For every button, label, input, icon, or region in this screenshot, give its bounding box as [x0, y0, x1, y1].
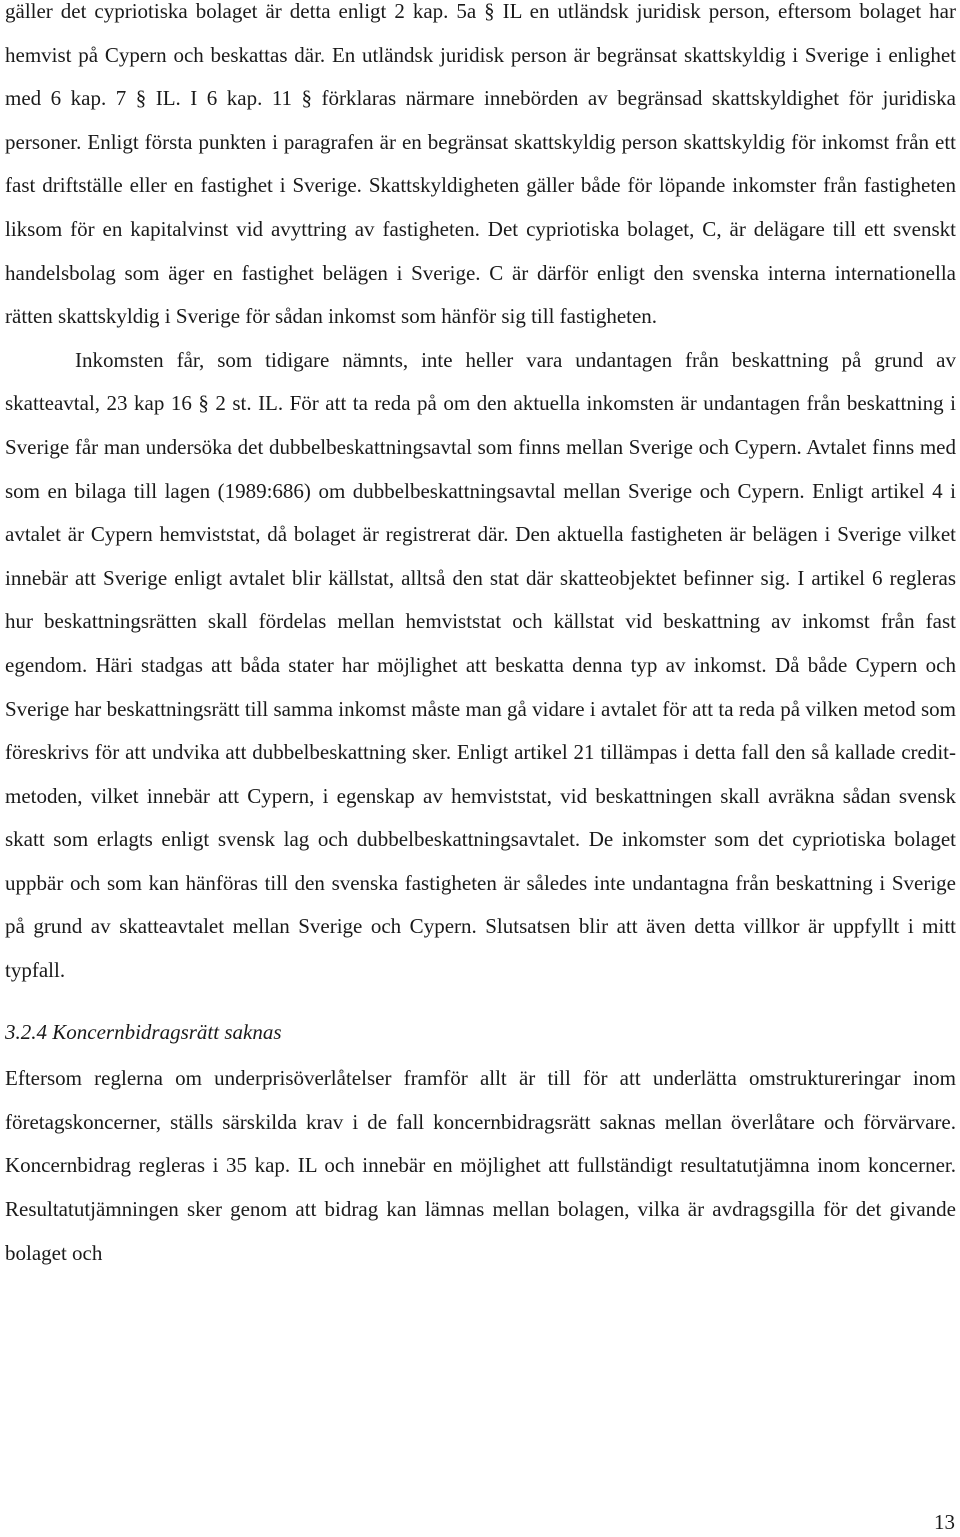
body-paragraph-2: Inkomsten får, som tidigare nämnts, inte heller vara undantagen från beskattning på grund av skatteavtal, 23 kap 16 § 2 st. IL. För att ta reda på om den aktuella inkomsten är undantagen från beskattning i Sverige får man undersöka det dubbelbeskattningsavtal som finns mellan Sverige och Cypern. Avtalet finns med som en bilaga till lagen (1989:686) om dubbelbeskattningsavtal mellan Sverige och Cypern. Enligt artikel 4 i avtalet är Cypern hemviststat, då bolaget är registrerat där. Den aktuella fastigheten är belägen i Sverige vilket innebär att Sverige enligt avtalet blir källstat, alltså den stat där skatteobjektet befinner sig. I artikel 6 regleras hur beskattningsrätten skall fördelas mellan hemviststat och källstat vid beskattning av inkomst från fast egendom. Häri stadgas att båda stater har möjlighet att beskatta denna typ av inkomst. Då både Cypern och Sverige har beskattningsrätt till samma inkomst måste man gå vidare i avtalet för att ta reda på vilken metod som föreskrivs för att undvika att dubbelbeskattning sker. Enligt artikel 21 tillämpas i detta fall den så kallade credit-metoden, vilket innebär att Cypern, i egenskap av hemviststat, vid beskattningen skall avräkna sådan svensk skatt som erlagts enligt svensk lag och dubbelbeskattningsavtalet. De inkomster som det cypriotiska bolaget uppbär och som kan hänföras till den svenska fastigheten är således inte undantagna från beskattning i Sverige på grund av skatteavtalet mellan Sverige och Cypern. Slutsatsen blir att även detta villkor är uppfyllt i mitt typfall.	[5, 347, 956, 983]
page-number: 13	[934, 1510, 955, 1534]
document-page	[5, 0, 956, 1275]
body-paragraph-1: gäller det cypriotiska bolaget är detta enligt 2 kap. 5a § IL en utländsk juridisk person, eftersom bolaget har hemvist på Cypern och beskattas där. En utländsk juridisk person är begränsat skattskyldig i Sverige i enlighet med 6 kap. 7 § IL. I 6 kap. 11 § förklaras närmare innebörden av begränsad skattskyldighet för juridiska personer. Enligt första punkten i paragrafen är en begränsat skattskyldig person skattskyldig för inkomst från ett fast driftställe eller en fastighet i Sverige. Skattskyldigheten gäller både för löpande inkomster från fastigheten liksom för en kapitalvinst vid avyttring av fastigheten. Det cypriotiska bolaget, C, är delägare till ett svenskt handelsbolag som äger en fastighet belägen i Sverige. C är därför enligt den svenska interna internationella rätten skattskyldig i Sverige för sådan inkomst som hänför sig till fastigheten.	[5, 0, 956, 329]
section-heading: 3.2.4 Koncernbidragsrätt saknas	[5, 1019, 282, 1044]
body-paragraph-3: Eftersom reglerna om underprisöverlåtelser framför allt är till för att underlätta omstruktureringar inom företagskoncerner, ställs särskilda krav i de fall koncernbidragsrätt saknas mellan överlåtare och förvärvare. Koncernbidrag regleras i 35 kap. IL och innebär en möjlighet att fullständigt resultatutjämna inom koncerner. Resultatutjämningen sker genom att bidrag kan lämnas mellan bolagen, vilka är avdragsgilla för det givande bolaget och	[5, 1066, 956, 1265]
